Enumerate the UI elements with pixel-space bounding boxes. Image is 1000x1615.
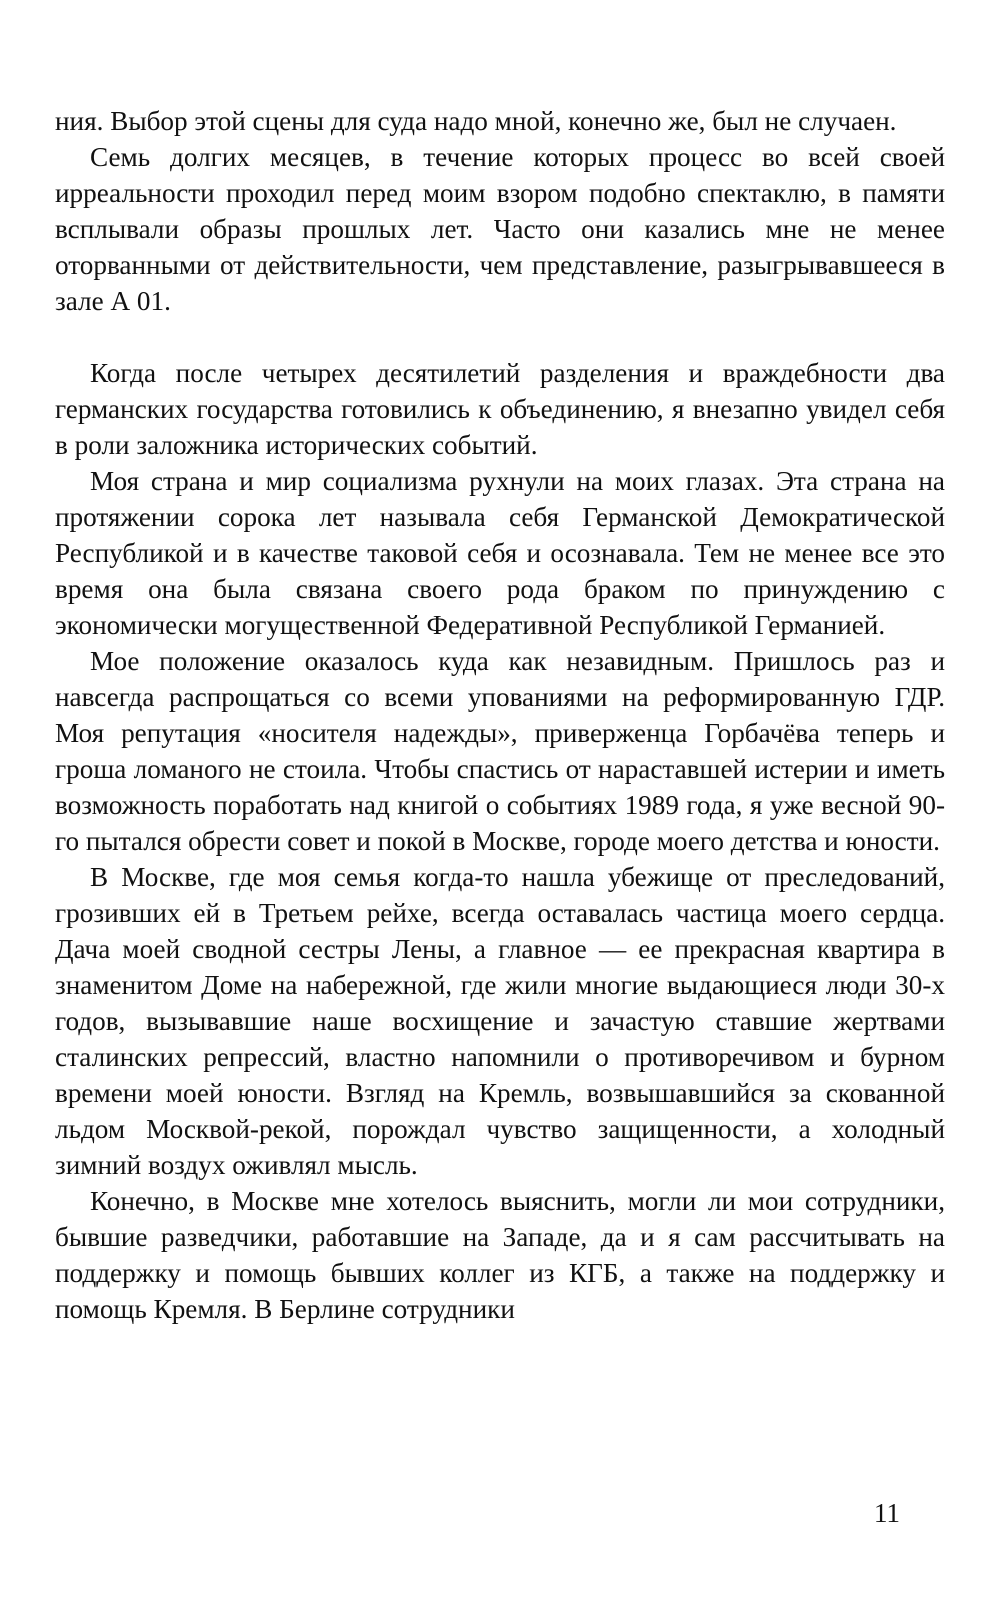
paragraph: В Москве, где моя семья когда-то нашла убежище от преследований, грозивших ей в Третьем рейхе, всегда оставалась частица моего сердца. Дача моей сводной сестры Лены, а главное — ее прекрасная квартира в знаменитом Доме на набережной, где жили многие выдающиеся люди 30-х годов, вызывавшие наше восхищение и зачастую ставшие жертвами сталинских репрессий, властно напомнили о противоречивом и бурном времени моей юности. Взгляд на Кремль, возвышавшийся за скованной льдом Москвой-рекой, порождал чувство защищенности, а холодный зимний воздух оживлял мысль. <box>55 862 945 1180</box>
paragraph: Семь долгих месяцев, в течение которых процесс во всей своей ирреальности проходил перед моим взором подобно спектаклю, в памяти всплывали образы прошлых лет. Часто они казались мне не менее оторванными от действительности, чем представление, разыгрывавшееся в зале А 01. <box>55 142 945 316</box>
paragraph: Конечно, в Москве мне хотелось выяснить, могли ли мои сотрудники, бывшие разведчики, работавшие на Западе, да и я сам рассчитывать на поддержку и помощь бывших коллег из КГБ, а также на поддержку и помощь Кремля. В Берлине сотрудники <box>55 1186 945 1324</box>
paragraph-continued: ния. Выбор этой сцены для суда надо мной, конечно же, был не случаен. <box>55 106 897 136</box>
body-text <box>55 103 945 1327</box>
page-number: 11 <box>873 1498 900 1528</box>
paragraph: Мое положение оказалось куда как незавидным. Пришлось раз и навсегда распрощаться со всеми упованиями на реформированную ГДР. Моя репутация «носителя надежды», приверженца Горбачёва теперь и гроша ломаного не стоила. Чтобы спастись от нараставшей истерии и иметь возможность поработать над книгой о событиях 1989 года, я уже весной 90-го пытался обрести совет и покой в Москве, городе моего детства и юности. <box>55 646 945 856</box>
paragraph: Моя страна и мир социализма рухнули на моих глазах. Эта страна на протяжении сорока лет называла себя Германской Демократической Республикой и в качестве таковой себя и осознавала. Тем не менее все это время она была связана своего рода браком по принуждению с экономически могущественной Федеративной Республикой Германией. <box>55 466 945 640</box>
paragraph: Когда после четырех десятилетий разделения и враждебности два германских государства готовились к объединению, я внезапно увидел себя в роли заложника исторических событий. <box>55 358 945 460</box>
section-break <box>55 319 945 355</box>
